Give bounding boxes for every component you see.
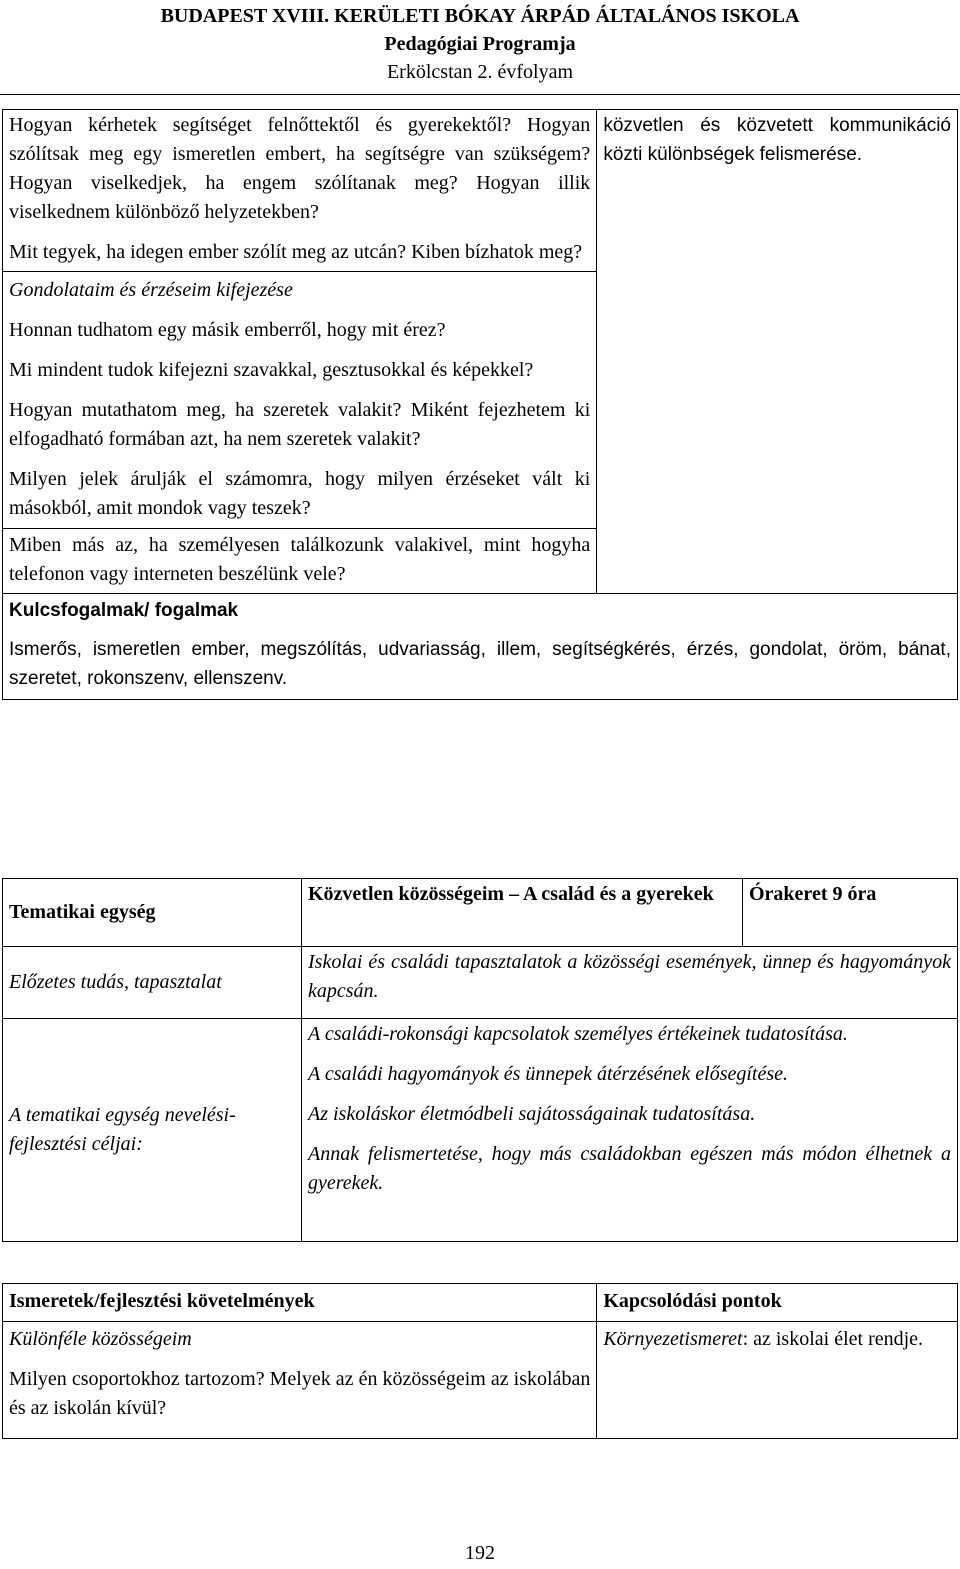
thematic-title: Közvetlen közösségeim – A család és a gyerekek <box>308 883 714 905</box>
left-block-2 <box>3 272 596 529</box>
key-concepts-label: Kulcsfogalmak/ fogalmak <box>9 600 239 621</box>
req-subheading: Különféle közösségeim <box>9 1328 192 1350</box>
req-header-cell <box>3 1284 597 1322</box>
goal-item: Az iskoláskor életmódbeli sajátosságainak tudatosítása. <box>308 1103 756 1125</box>
program-title: Pedagógiai Programja <box>384 33 576 55</box>
hours-cell <box>743 879 958 947</box>
goals-label-cell <box>3 1019 302 1242</box>
prior-label: Előzetes tudás, tapasztalat <box>9 971 222 993</box>
prior-label-cell <box>3 947 302 1019</box>
page-header <box>0 2 960 86</box>
key-concepts-cell <box>3 594 958 700</box>
links-header: Kapcsolódási pontok <box>603 1290 782 1312</box>
hours: Órakeret 9 óra <box>749 883 877 905</box>
links-label: Környezetismeret <box>603 1328 743 1350</box>
goal-item: Annak felismertetése, hogy más családokban egészen más módon élhetnek a gyerekek. <box>308 1143 951 1194</box>
req-text: Milyen csoportokhoz tartozom? Melyek az én közösségeim az iskolában és az iskolán kívül? <box>9 1368 591 1419</box>
links-text: : az iskolai élet rendje. <box>742 1328 924 1350</box>
paragraph: Milyen jelek árulják el számomra, hogy milyen érzéseket vált ki másokból, amit mondok vagy teszek? <box>9 468 591 519</box>
goals-cell <box>302 1019 958 1242</box>
req-header: Ismeretek/fejlesztési követelmények <box>9 1290 315 1312</box>
thematic-label-cell <box>3 879 302 947</box>
links-content-cell <box>597 1322 958 1439</box>
header-rule <box>0 94 960 95</box>
goals-label: A tematikai egység nevelési-fejlesztési céljai: <box>9 1104 236 1155</box>
links-header-cell <box>597 1284 958 1322</box>
thematic-title-cell <box>302 879 743 947</box>
right-text: közvetlen és közvetett kommunikáció közti különbségek felismerése. <box>603 115 951 165</box>
goal-item: A családi-rokonsági kapcsolatok személyes értékeinek tudatosítása. <box>308 1023 848 1045</box>
req-content-cell <box>3 1322 597 1439</box>
goal-item: A családi hagyományok és ünnepek átérzésének elősegítése. <box>308 1063 789 1085</box>
key-concepts-text: Ismerős, ismeretlen ember, megszólítás, udvariasság, illem, segítségkérés, érzés, gondolat, öröm, bánat, szeretet, rokonszenv, ellenszenv. <box>9 639 951 689</box>
paragraph: Mit tegyek, ha idegen ember szólít meg az utcán? Kiben bízhatok meg? <box>9 241 583 263</box>
thematic-label: Tematikai egység <box>9 901 156 923</box>
left-block-3 <box>3 529 596 593</box>
paragraph: Honnan tudhatom egy másik emberről, hogy mit érez? <box>9 319 446 341</box>
school-name: BUDAPEST XVIII. KERÜLETI BÓKAY ÁRPÁD ÁLTALÁNOS ISKOLA <box>160 5 800 27</box>
left-block-1 <box>3 110 596 272</box>
requirements-table <box>2 1283 958 1439</box>
right-column <box>597 110 958 594</box>
paragraph: Hogyan kérhetek segítséget felnőttektől és gyerekektől? Hogyan szólítsak meg egy ismeretlen embert, ha segítségre van szükségem? Hogyan viselkedjek, ha engem szólítanak meg? Hogyan illik viselkednem különböző helyzetekben? <box>9 114 591 223</box>
paragraph: Mi mindent tudok kifejezni szavakkal, gesztusokkal és képekkel? <box>9 359 534 381</box>
links-text-block <box>597 1322 957 1354</box>
subheading: Gondolataim és érzéseim kifejezése <box>9 279 293 301</box>
paragraph: Miben más az, ha személyesen találkozunk valakivel, mint hogyha telefonon vagy interneten beszélünk vele? <box>9 534 591 585</box>
prior-text: Iskolai és családi tapasztalatok a közösségi események, ünnep és hagyományok kapcsán. <box>308 951 951 1002</box>
thematic-table <box>2 878 958 1242</box>
subject-title: Erkölcstan 2. évfolyam <box>386 61 574 83</box>
page-number: 192 <box>465 1542 495 1564</box>
content-table <box>2 109 958 700</box>
paragraph: Hogyan mutathatom meg, ha szeretek valakit? Miként fejezhetem ki elfogadható formában azt, ha nem szeretek valakit? <box>9 399 591 450</box>
prior-text-cell <box>302 947 958 1019</box>
left-column <box>3 110 597 594</box>
